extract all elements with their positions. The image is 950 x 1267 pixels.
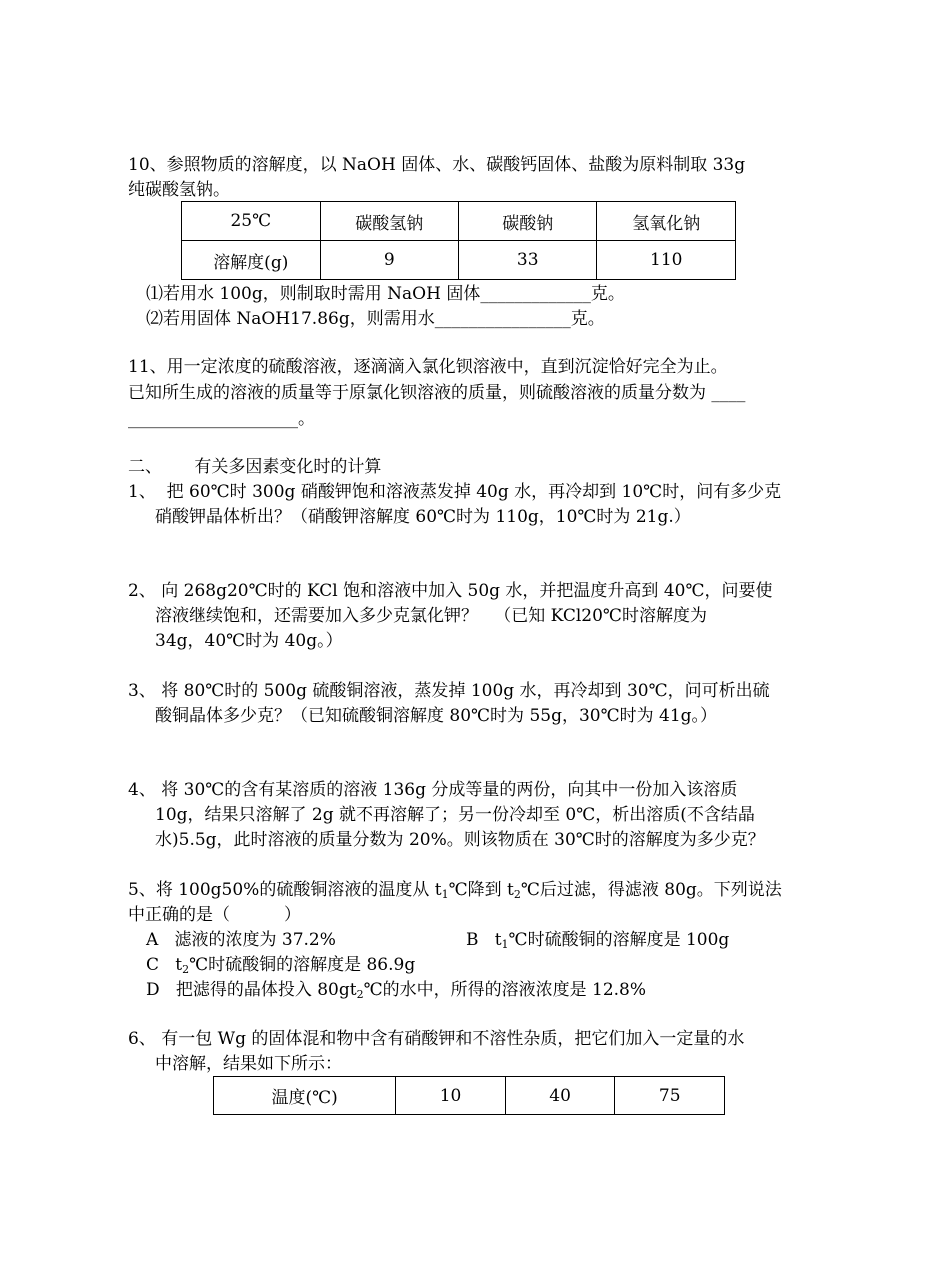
temp-table-cell-75: 75: [615, 1077, 725, 1115]
p4-line-2: 10g，结果只溶解了 2g 就不再溶解了；另一份冷却至 0℃，析出溶质(不含结晶: [155, 805, 755, 825]
table-header-na2co3: 碳酸钠: [458, 202, 596, 241]
p5-option-d-text-a: D 把滤得的晶体投入 80gt: [146, 980, 357, 1000]
p5-text-c: ℃后过滤，得滤液 80g。下列说法: [520, 880, 782, 900]
p5-option-b-sub: 1: [501, 938, 509, 951]
p1-line-1: 1、 把 60℃时 300g 硝酸钾饱和溶液蒸发掉 40g 水，再冷却到 10℃时，问有多少克: [128, 482, 782, 502]
table-header-temp: 25℃: [182, 202, 321, 241]
section-2-title: 二、 有关多因素变化时的计算: [128, 457, 382, 477]
p4-line-1: 4、 将 30℃的含有某溶质的溶液 136g 分成等量的两份，向其中一份加入该溶质: [128, 780, 738, 800]
q11-line-2: 已知所生成的溶液的质量等于原氯化钡溶液的质量，则硫酸溶液的质量分数为 ____: [128, 383, 746, 403]
p5-option-a: A 滤液的浓度为 37.2%: [146, 930, 336, 950]
temp-table-label: 温度(℃): [214, 1077, 396, 1115]
p5-option-d: [146, 978, 646, 1007]
table-cell-na2co3: 33: [458, 241, 596, 280]
temperature-table: [213, 1076, 725, 1115]
table-header-nahco3: 碳酸氢钠: [320, 202, 458, 241]
temp-table-cell-10: 10: [396, 1077, 506, 1115]
p2-line-1: 2、 向 268g20℃时的 KCl 饱和溶液中加入 50g 水，并把温度升高到 40℃，问要使: [128, 581, 773, 601]
table-cell-naoh: 110: [597, 241, 736, 280]
solubility-table: [181, 201, 736, 280]
q10-sub-1: ⑴若用水 100g，则制取时需用 NaOH 固体_____________克。: [146, 284, 625, 304]
p5-option-b-text-a: B t: [466, 930, 502, 950]
p6-line-2: 中溶解，结果如下所示：: [155, 1054, 342, 1074]
table-cell-nahco3: 9: [320, 241, 458, 280]
p5-option-c-text-b: ℃时硫酸铜的溶解度是 86.9g: [189, 955, 416, 975]
p5-option-b-text-b: ℃时硫酸铜的溶解度是 100g: [508, 930, 730, 950]
p2-line-2: 溶液继续饱和，还需要加入多少克氯化钾？ （已知 KCl20℃时溶解度为: [155, 606, 707, 626]
p5-sub-t2: 2: [513, 888, 521, 901]
p2-line-3: 34g，40℃时为 40g。）: [155, 631, 343, 651]
p3-line-1: 3、 将 80℃时的 500g 硫酸铜溶液，蒸发掉 100g 水，再冷却到 30℃，问可析出硫: [128, 681, 770, 701]
p1-line-2: 硝酸钾晶体析出？（硝酸钾溶解度 60℃时为 110g，10℃时为 21g.）: [155, 507, 691, 527]
temp-table-cell-40: 40: [505, 1077, 615, 1115]
p5-text-b: ℃降到 t: [448, 880, 514, 900]
p5-line-2: 中正确的是（ ）: [128, 905, 302, 925]
q11-line-3: ____________________。: [128, 409, 315, 429]
p4-line-3: 水)5.5g，此时溶液的质量分数为 20%。则该物质在 30℃时的溶解度为多少克？: [155, 830, 765, 850]
p6-line-1: 6、 有一包 Wg 的固体混和物中含有硝酸钾和不溶性杂质，把它们加入一定量的水: [128, 1029, 745, 1049]
p5-sub-t1: 1: [441, 888, 449, 901]
p5-option-d-text-b: ℃的水中，所得的溶液浓度是 12.8%: [363, 980, 647, 1000]
p5-option-d-sub: 2: [356, 988, 364, 1001]
p5-option-c-text-a: C t: [146, 955, 183, 975]
p5-option-c-sub: 2: [182, 963, 190, 976]
p5-text-a: 5、将 100g50%的硫酸铜溶液的温度从 t: [128, 880, 442, 900]
q10-sub-2: ⑵若用固体 NaOH17.86g，则需用水________________克。: [146, 309, 605, 329]
p5-option-b: [466, 928, 729, 957]
q10-line-2: 纯碳酸氢钠。: [128, 180, 230, 200]
q11-line-1: 11、用一定浓度的硫酸溶液，逐滴滴入氯化钡溶液中，直到沉淀恰好完全为止。: [128, 357, 728, 377]
q10-line-1: 10、参照物质的溶解度，以 NaOH 固体、水、碳酸钙固体、盐酸为原料制取 33g: [128, 155, 746, 175]
table-cell-label: 溶解度(g): [182, 241, 321, 280]
p3-line-2: 酸铜晶体多少克？（已知硫酸铜溶解度 80℃时为 55g，30℃时为 41g。）: [155, 706, 718, 726]
table-header-naoh: 氢氧化钠: [597, 202, 736, 241]
